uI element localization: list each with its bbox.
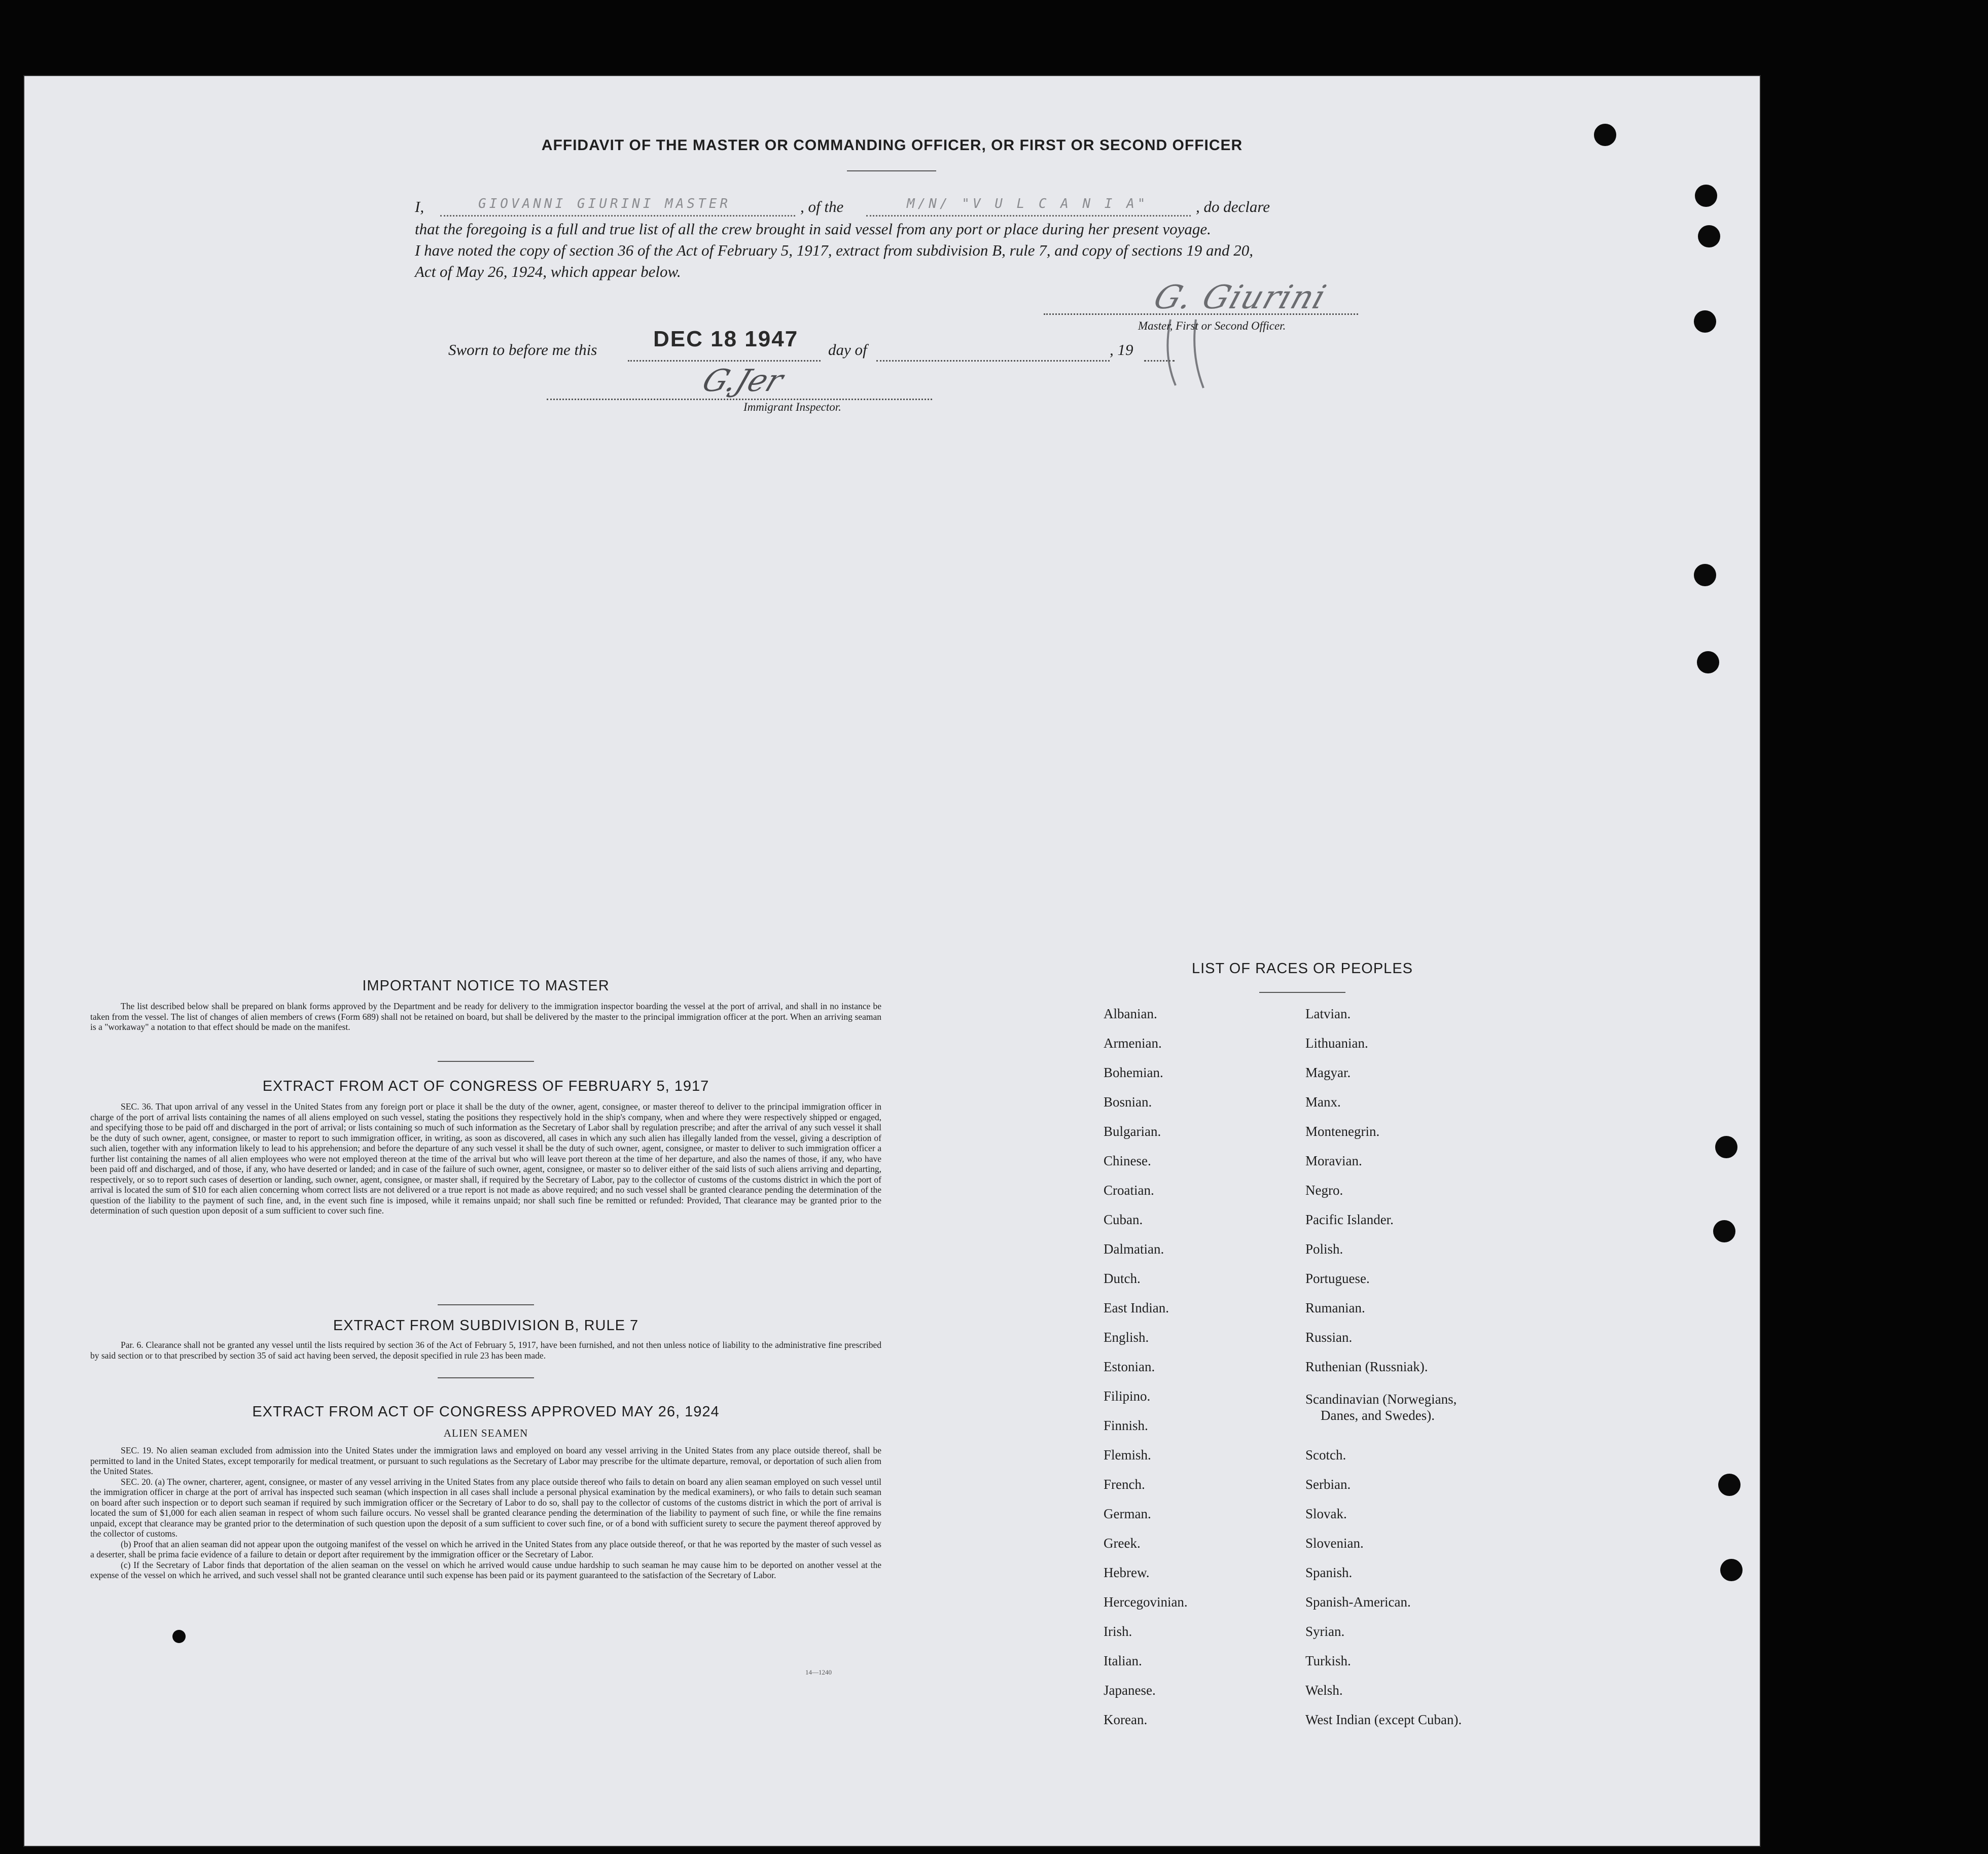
punch-hole [1695, 185, 1717, 207]
punch-hole [1720, 1559, 1743, 1581]
race-entry: Irish. [1104, 1624, 1132, 1639]
race-entry: Turkish. [1305, 1653, 1351, 1668]
race-entry: Latvian. [1305, 1006, 1351, 1021]
extract-1924-text [90, 1445, 881, 1581]
race-entry: West Indian (except Cuban). [1305, 1712, 1462, 1727]
race-entry: Bulgarian. [1104, 1124, 1161, 1139]
races-title: LIST OF RACES OR PEOPLES [1191, 960, 1413, 977]
section-rule [438, 1377, 534, 1378]
affidavit-line-2: that the foregoing is a full and true list of all the crew brought in said vessel from any port or place during her present voyage. [415, 220, 1211, 238]
race-entry: Moravian. [1305, 1153, 1362, 1168]
sec20a-paragraph: SEC. 20. (a) The owner, charterer, agent, consignee, or master of any vessel arriving in the United States from any place outside thereof who fails to detain on board any alien seaman employed on such vessel until the immigration officer in charge at the port of arrival has inspected such seaman (which inspection in all cases shall include a personal physical examination by the medical examiners), or who fails to detain such seaman on board after such inspection or to deport such seaman if required by such immigration officer or the Secretary of Labor to do so, shall pay to the collector of customs of the customs district in which the port of arrival is located the sum of $1,000 for each alien seaman in respect of whom such failure occurs. No vessel shall be granted clearance pending the determination of the liability to payment of such fine, or while the fine remains unpaid, except that clearance may be granted prior to the determination of such question upon the deposit of a sum sufficient to cover such fine, or of a bond with sufficient surety to secure the payment thereof approved by the collector of customs. [90, 1476, 881, 1539]
race-entry: East Indian. [1104, 1300, 1169, 1315]
race-entry: Estonian. [1104, 1359, 1155, 1374]
race-entry: Slovak. [1305, 1506, 1347, 1521]
race-entry: Greek. [1104, 1536, 1141, 1551]
race-entry: English. [1104, 1330, 1149, 1345]
race-entry: Hebrew. [1104, 1565, 1150, 1580]
race-entry: Dutch. [1104, 1271, 1141, 1286]
notice-title: IMPORTANT NOTICE TO MASTER [362, 978, 610, 994]
affidavit-line-4: Act of May 26, 1924, which appear below. [415, 263, 681, 280]
race-entry: Magyar. [1305, 1065, 1351, 1080]
race-entry: French. [1104, 1477, 1145, 1492]
inspector-signature: G.Jer [697, 363, 788, 399]
race-entry: Flemish. [1104, 1447, 1151, 1463]
punch-hole [1713, 1220, 1735, 1242]
sec19-paragraph: SEC. 19. No alien seaman excluded from admission into the United States under the immigration laws and employed on board any vessel arriving in the United States from any place outside thereof, shall be permitted to land in the United States, except temporarily for medical treatment, or pursuant to such regulations as the Secretary of Labor may prescribe for the ultimate departure, removal, or deportation of such alien from the United States. [90, 1445, 881, 1476]
race-entry: Ruthenian (Russniak). [1305, 1359, 1428, 1374]
race-entry: Serbian. [1305, 1477, 1351, 1492]
sec20b-paragraph: (b) Proof that an alien seaman did not appear upon the outgoing manifest of the vessel on which he arrived in the United States from any place outside thereof, or that he was reported by the master of such vessel as a deserter, shall be prima facie evidence of a failure to detain or deport after requirement by the immigration officer or the Secretary of Labor. [90, 1539, 881, 1559]
rule7-text [90, 1340, 881, 1361]
section-rule [438, 1061, 534, 1062]
title-rule [847, 170, 936, 171]
extract-1917-title: EXTRACT FROM ACT OF CONGRESS OF FEBRUARY 5, 1917 [262, 1078, 709, 1094]
sworn-label: Sworn to before me this [448, 341, 597, 359]
notice-text [90, 1001, 881, 1032]
notice-paragraph: The list described below shall be prepared on blank forms approved by the Department and be ready for delivery to the immigration inspector boarding the vessel at the port of arrival, and shall in no instance be taken from the vessel. The list of changes of alien members of crews (Form 689) shall not be retained on board, but shall be delivered by the master to the principal immigration officer at the port. When an arriving seaman is a "workaway" a notation to that effect should be made on the manifest. [90, 1001, 881, 1032]
race-entry: Croatian. [1104, 1183, 1154, 1198]
extract-1924-title: EXTRACT FROM ACT OF CONGRESS APPROVED MAY 26, 1924 [252, 1404, 720, 1420]
races-title-rule [1259, 992, 1345, 993]
race-entry: Montenegrin. [1305, 1124, 1380, 1139]
par6-paragraph: Par. 6. Clearance shall not be granted any vessel until the lists required by section 36 of the Act of February 5, 1917, have been furnished, and not then unless notice of liability to the administrative fine prescribed by said section or to that prescribed by section 35 of said act having been served, the deposit specified in rule 23 has been made. [90, 1340, 881, 1361]
race-entry: Japanese. [1104, 1683, 1156, 1698]
race-entry: Korean. [1104, 1712, 1148, 1727]
punch-hole [1698, 225, 1720, 247]
affidavit-i-label: I, [415, 198, 424, 216]
race-entry: Negro. [1305, 1183, 1343, 1198]
punch-hole [1715, 1136, 1737, 1158]
race-entry: Spanish-American. [1305, 1594, 1411, 1610]
race-entry: Dalmatian. [1104, 1241, 1164, 1257]
sworn-date-line [628, 360, 821, 362]
race-entry: Armenian. [1104, 1036, 1162, 1051]
section-rule [438, 1304, 534, 1305]
race-entry: Pacific Islander. [1305, 1212, 1394, 1227]
vessel-name-field: M/N/ "V U L C A N I A" [907, 196, 1149, 211]
race-entry: Welsh. [1305, 1683, 1343, 1698]
race-entry: Filipino. [1104, 1388, 1151, 1404]
punch-hole [172, 1630, 186, 1643]
day-of-label: day of [828, 341, 867, 359]
form-number: 14—1240 [805, 1668, 832, 1676]
race-entry: Manx. [1305, 1094, 1341, 1110]
race-entry: Albanian. [1104, 1006, 1157, 1021]
inspector-signature-line [547, 399, 932, 400]
date-stamp: DEC 18 1947 [653, 327, 799, 351]
master-signature: G. Giurini [1149, 279, 1332, 316]
alien-seamen-subtitle: ALIEN SEAMEN [443, 1427, 528, 1439]
affidavit-line-1 [415, 196, 1404, 218]
race-entry: Syrian. [1305, 1624, 1345, 1639]
race-entry: Cuban. [1104, 1212, 1143, 1227]
race-entry: Polish. [1305, 1241, 1343, 1257]
race-entry: Russian. [1305, 1330, 1353, 1345]
month-line [876, 360, 1110, 362]
of-the-label: , of the [800, 198, 844, 216]
sec36-paragraph: SEC. 36. That upon arrival of any vessel in the United States from any foreign port or place it shall be the duty of the owner, agent, consignee, or master thereof to deliver to the principal immigration officer in charge of the port of arrival lists containing the names of all aliens employed on such vessel, stating the positions they respectively hold in the ship's company, when and where they were respectively shipped or engaged, and specifying those to be paid off and discharged in the port of arrival; or lists containing so much of such information as the Secretary of Labor shall by regulation prescribe; and after the arrival of any such vessel it shall be the duty of such owner, agent, consignee, or master to report to such immigration officer, in writing, as soon as discovered, all cases in which any such alien has illegally landed from the vessel, giving a description of such alien, together with any information likely to lead to his apprehension; and before the departure of any such vessel it shall be the duty of such owner, agent, consignee, or master to deliver to such immigration officer a further list containing the names of all alien employees who were not employed thereon at the time of the arrival but who will leave port thereon at the time of her departure, and also the names of those, if any, who have been paid off and discharged, and of those, if any, who have deserted or landed; and in case of the failure of such owner, agent, consignee, or master so to deliver either of the said lists of such aliens arriving and departing, respectively, or so to report such cases of desertion or landing, such owner, agent, consignee, or master shall, if required by the Secretary of Labor, pay to the collector of customs of the customs district in which the port of arrival is located the sum of $10 for each alien concerning whom correct lists are not delivered or a true report is not made as above required; and no such vessel shall be granted clearance pending the determination of the question of the liability to the payment of such fine, and, in the event such fine is imposed, while it remains unpaid; nor shall such fine be remitted or refunded: Provided, That clearance may be granted prior to the determination of such question upon deposit of a sum sufficient to cover such fine. [90, 1101, 881, 1216]
race-entry: Spanish. [1305, 1565, 1353, 1580]
race-entry: Hercegovinian. [1104, 1594, 1188, 1610]
punch-hole [1718, 1474, 1741, 1496]
race-entry: German. [1104, 1506, 1151, 1521]
do-declare-label: , do declare [1196, 198, 1270, 216]
master-name-field: GIOVANNI GIURINI MASTER [478, 196, 731, 211]
race-entry: Scandinavian (Norwegians, [1305, 1392, 1457, 1407]
race-entry: Bohemian. [1104, 1065, 1163, 1080]
extract-1917-text [90, 1101, 881, 1216]
race-entry: Finnish. [1104, 1418, 1148, 1433]
race-entry: Rumanian. [1305, 1300, 1365, 1315]
punch-hole [1694, 310, 1716, 333]
race-entry: Bosnian. [1104, 1094, 1152, 1110]
affidavit-line-3: I have noted the copy of section 36 of the Act of February 5, 1917, extract from subdivision B, rule 7, and copy of sections 19 and 20, [415, 241, 1254, 259]
race-entry: Portuguese. [1305, 1271, 1370, 1286]
year-line [1144, 360, 1175, 362]
race-entry: Italian. [1104, 1653, 1142, 1668]
master-signature-caption: Master, First or Second Officer. [1138, 319, 1286, 332]
race-entry: Slovenian. [1305, 1536, 1364, 1551]
punch-hole [1694, 564, 1716, 586]
race-entry: Scotch. [1305, 1447, 1346, 1463]
year-prefix: , 19 [1110, 341, 1133, 359]
punch-hole [1697, 651, 1719, 673]
sec20c-paragraph: (c) If the Secretary of Labor finds that deportation of the alien seaman on the vessel on which he arrived would cause undue hardship to such seaman he may cause him to be deported on another vessel at the expense of the vessel on which he arrived, and such vessel shall not be granted clearance until such expense has been paid or its payment guaranteed to the satisfaction of the Secretary of Labor. [90, 1559, 881, 1580]
race-entry: Chinese. [1104, 1153, 1151, 1168]
race-entry: Danes, and Swedes). [1321, 1408, 1435, 1423]
document-page [24, 76, 1760, 1846]
race-entry: Lithuanian. [1305, 1036, 1368, 1051]
rule7-title: EXTRACT FROM SUBDIVISION B, RULE 7 [333, 1317, 639, 1334]
affidavit-title: AFFIDAVIT OF THE MASTER OR COMMANDING OFFICER, OR FIRST OR SECOND OFFICER [541, 137, 1243, 154]
inspector-caption: Immigrant Inspector. [743, 401, 841, 413]
